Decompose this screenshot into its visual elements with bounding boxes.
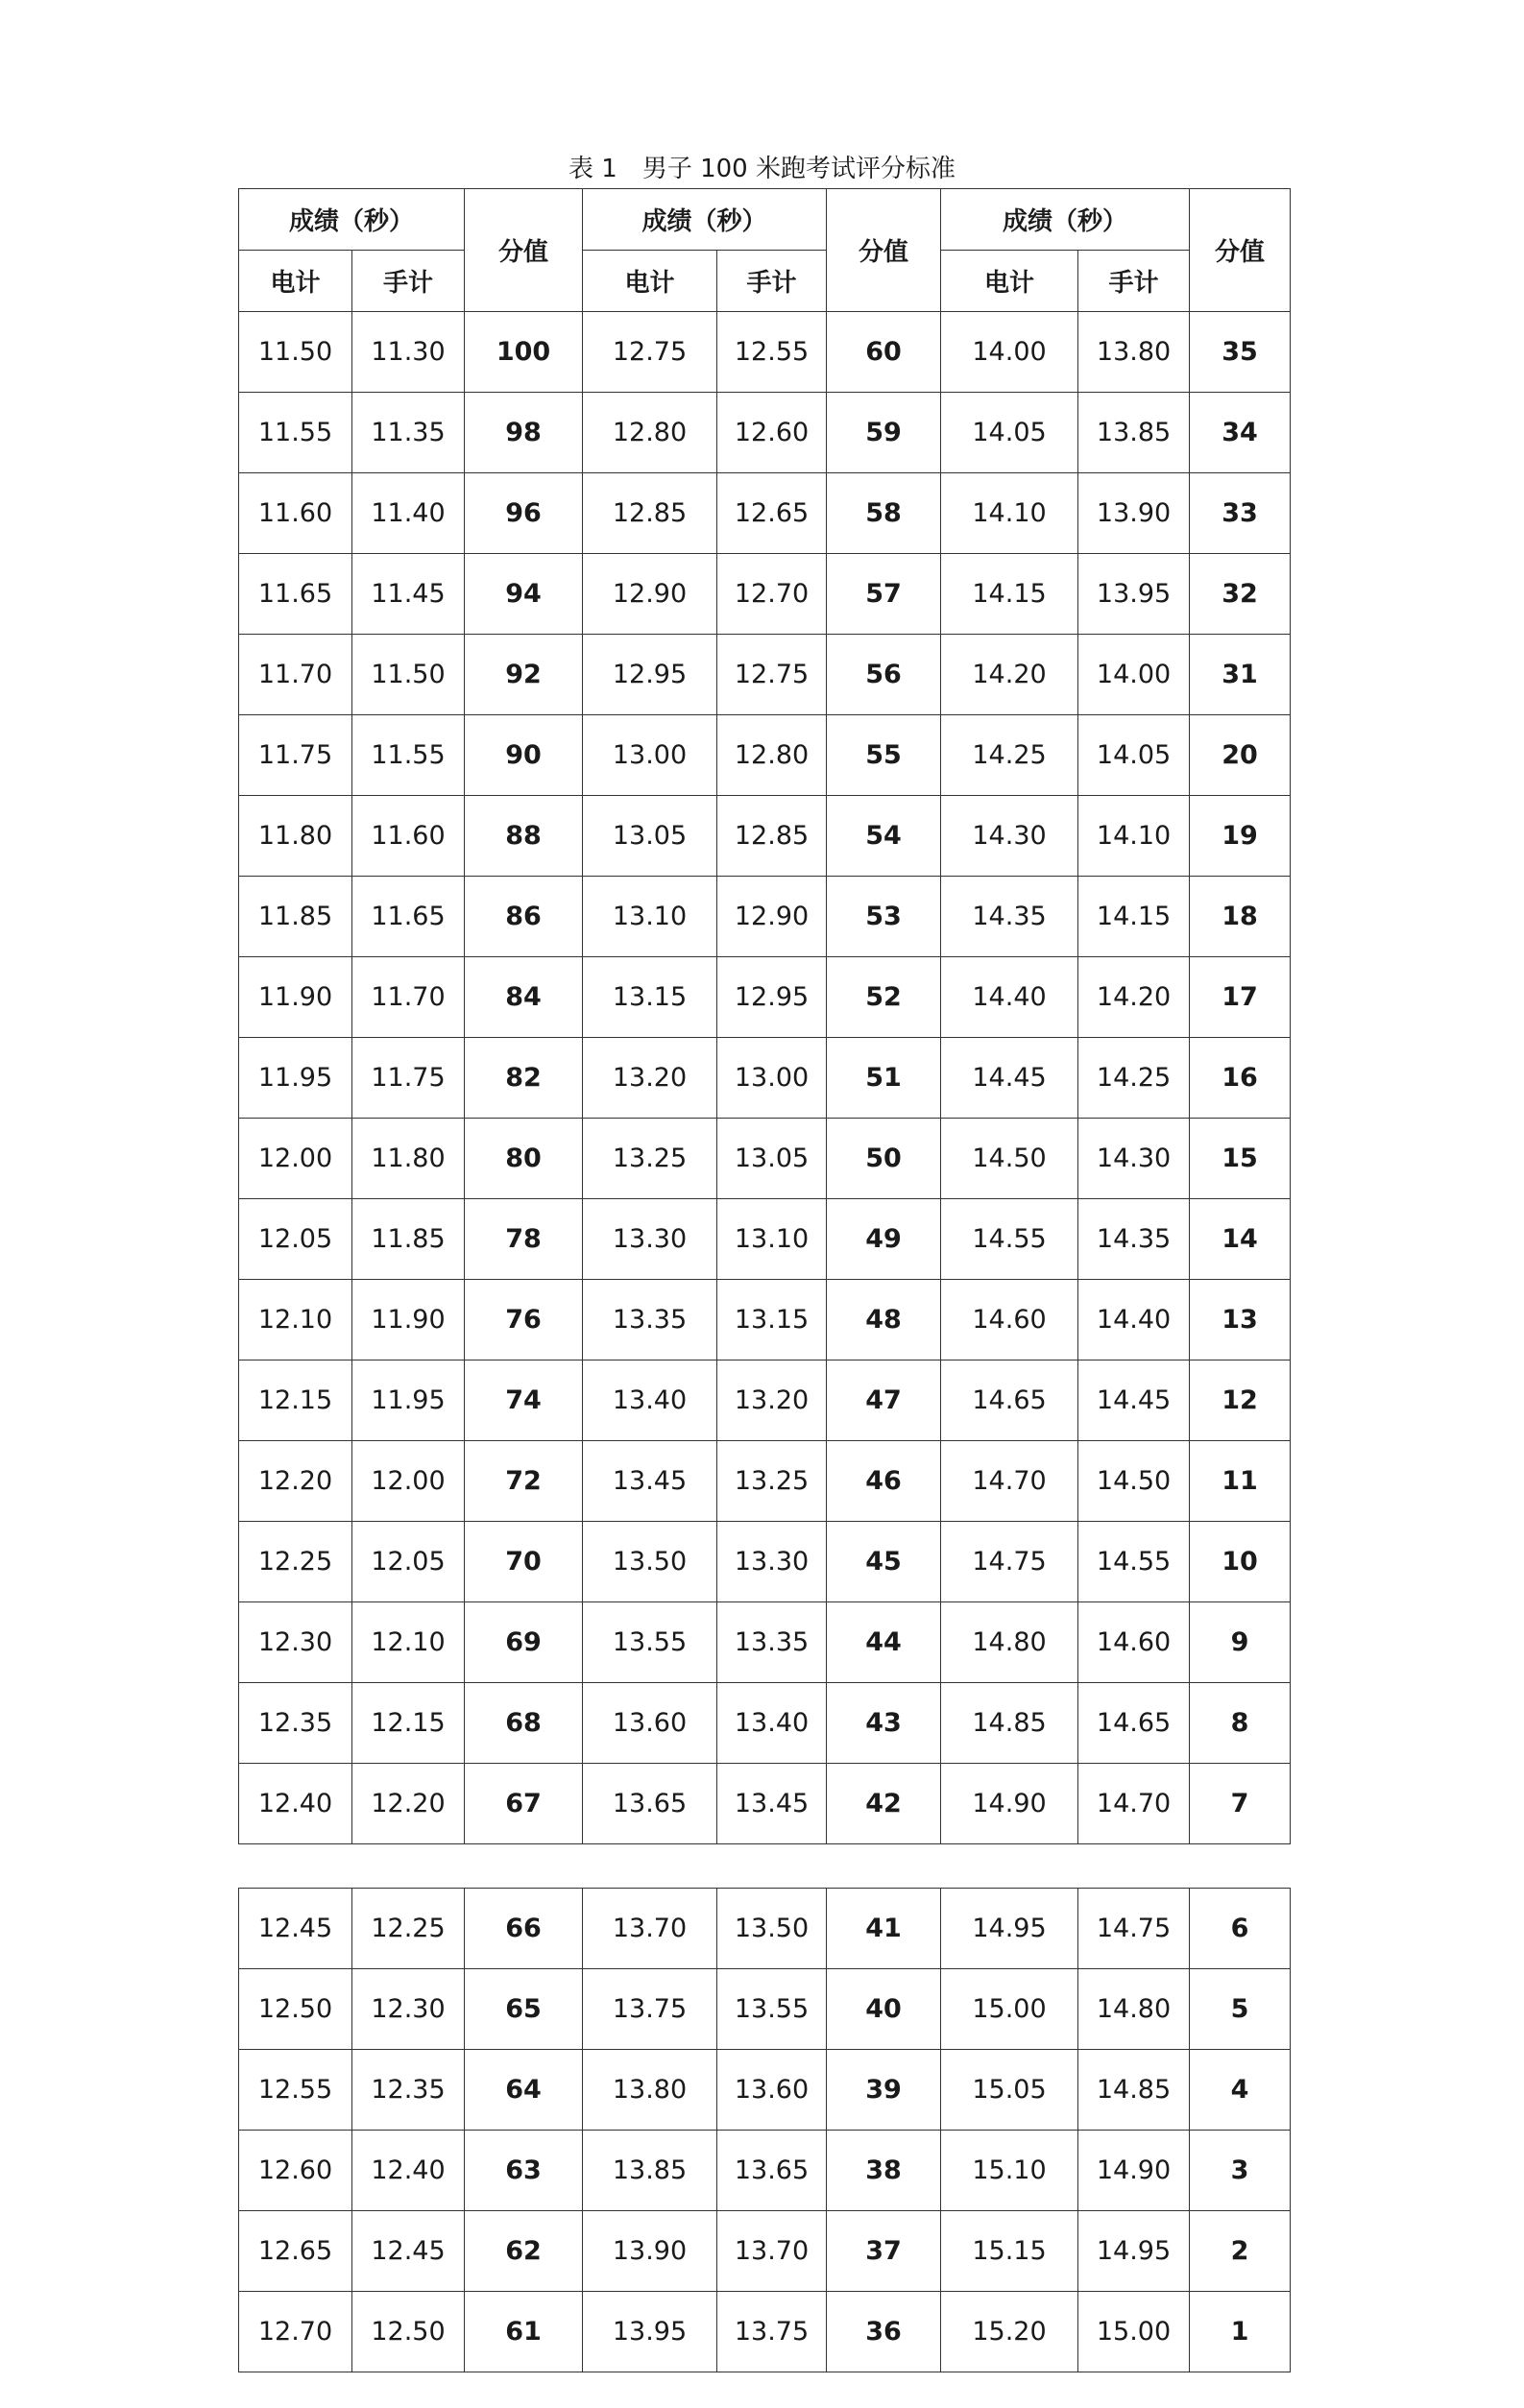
electronic-time-cell: 11.85 — [239, 877, 352, 957]
electronic-time-cell: 14.95 — [941, 1889, 1078, 1969]
manual-time-cell: 14.40 — [1078, 1280, 1190, 1361]
table-row — [239, 1199, 1291, 1280]
electronic-time-cell: 14.20 — [941, 635, 1078, 715]
electronic-time-cell: 13.50 — [583, 1522, 717, 1602]
score-cell: 37 — [827, 2211, 941, 2292]
table-body-part-2 — [239, 1889, 1291, 2372]
score-cell: 86 — [465, 877, 583, 957]
table-row — [239, 715, 1291, 796]
table-row — [239, 1038, 1291, 1119]
electronic-time-cell: 11.90 — [239, 957, 352, 1038]
score-cell: 84 — [465, 957, 583, 1038]
score-header: 分值 — [465, 189, 583, 312]
electronic-time-cell: 14.70 — [941, 1441, 1078, 1522]
electronic-time-cell: 14.90 — [941, 1764, 1078, 1844]
electronic-time-cell: 11.95 — [239, 1038, 352, 1119]
electronic-time-cell: 14.45 — [941, 1038, 1078, 1119]
score-cell: 44 — [827, 1602, 941, 1683]
electronic-time-cell: 12.95 — [583, 635, 717, 715]
manual-time-cell: 11.30 — [352, 312, 465, 393]
manual-time-cell: 12.40 — [352, 2131, 465, 2211]
manual-time-cell: 12.95 — [717, 957, 827, 1038]
electronic-time-cell: 13.10 — [583, 877, 717, 957]
manual-time-cell: 13.65 — [717, 2131, 827, 2211]
score-cell: 4 — [1190, 2050, 1291, 2131]
score-cell: 35 — [1190, 312, 1291, 393]
manual-time-cell: 13.90 — [1078, 473, 1190, 554]
score-table-part-1 — [238, 188, 1291, 1844]
electronic-time-cell: 12.35 — [239, 1683, 352, 1764]
score-cell: 61 — [465, 2292, 583, 2372]
manual-timing-header: 手计 — [352, 251, 465, 312]
score-cell: 47 — [827, 1361, 941, 1441]
manual-time-cell: 14.50 — [1078, 1441, 1190, 1522]
score-cell: 36 — [827, 2292, 941, 2372]
score-cell: 8 — [1190, 1683, 1291, 1764]
electronic-time-cell: 12.50 — [239, 1969, 352, 2050]
electronic-time-cell: 13.55 — [583, 1602, 717, 1683]
electronic-time-cell: 12.25 — [239, 1522, 352, 1602]
score-cell: 52 — [827, 957, 941, 1038]
electronic-time-cell: 12.75 — [583, 312, 717, 393]
manual-time-cell: 14.90 — [1078, 2131, 1190, 2211]
score-cell: 49 — [827, 1199, 941, 1280]
manual-time-cell: 13.80 — [1078, 312, 1190, 393]
electronic-time-cell: 12.65 — [239, 2211, 352, 2292]
manual-time-cell: 12.65 — [717, 473, 827, 554]
result-header: 成绩（秒） — [583, 189, 827, 251]
manual-time-cell: 12.55 — [717, 312, 827, 393]
score-cell: 16 — [1190, 1038, 1291, 1119]
table-row — [239, 1969, 1291, 2050]
electronic-time-cell: 12.55 — [239, 2050, 352, 2131]
manual-time-cell: 14.25 — [1078, 1038, 1190, 1119]
table-row — [239, 1602, 1291, 1683]
manual-time-cell: 14.05 — [1078, 715, 1190, 796]
table-row — [239, 2050, 1291, 2131]
score-cell: 82 — [465, 1038, 583, 1119]
manual-time-cell: 11.40 — [352, 473, 465, 554]
electronic-time-cell: 14.30 — [941, 796, 1078, 877]
manual-time-cell: 14.70 — [1078, 1764, 1190, 1844]
table-row — [239, 877, 1291, 957]
score-cell: 33 — [1190, 473, 1291, 554]
electronic-timing-header: 电计 — [583, 251, 717, 312]
score-cell: 60 — [827, 312, 941, 393]
manual-time-cell: 11.65 — [352, 877, 465, 957]
electronic-time-cell: 11.55 — [239, 393, 352, 473]
table-row — [239, 1119, 1291, 1199]
manual-time-cell: 12.45 — [352, 2211, 465, 2292]
score-cell: 42 — [827, 1764, 941, 1844]
score-cell: 88 — [465, 796, 583, 877]
score-cell: 32 — [1190, 554, 1291, 635]
electronic-time-cell: 13.00 — [583, 715, 717, 796]
electronic-time-cell: 13.15 — [583, 957, 717, 1038]
electronic-time-cell: 15.10 — [941, 2131, 1078, 2211]
manual-time-cell: 12.30 — [352, 1969, 465, 2050]
score-cell: 78 — [465, 1199, 583, 1280]
electronic-time-cell: 14.65 — [941, 1361, 1078, 1441]
score-cell: 57 — [827, 554, 941, 635]
score-cell: 55 — [827, 715, 941, 796]
manual-time-cell: 11.60 — [352, 796, 465, 877]
score-cell: 48 — [827, 1280, 941, 1361]
table-row — [239, 635, 1291, 715]
score-cell: 54 — [827, 796, 941, 877]
electronic-time-cell: 12.30 — [239, 1602, 352, 1683]
electronic-time-cell: 14.05 — [941, 393, 1078, 473]
score-cell: 7 — [1190, 1764, 1291, 1844]
electronic-time-cell: 12.00 — [239, 1119, 352, 1199]
score-cell: 68 — [465, 1683, 583, 1764]
score-cell: 63 — [465, 2131, 583, 2211]
table-row — [239, 2131, 1291, 2211]
score-cell: 5 — [1190, 1969, 1291, 2050]
table-body-part-1 — [239, 312, 1291, 1844]
manual-time-cell: 13.15 — [717, 1280, 827, 1361]
manual-time-cell: 14.60 — [1078, 1602, 1190, 1683]
score-cell: 65 — [465, 1969, 583, 2050]
manual-timing-header: 手计 — [1078, 251, 1190, 312]
electronic-time-cell: 12.40 — [239, 1764, 352, 1844]
score-cell: 98 — [465, 393, 583, 473]
manual-time-cell: 13.75 — [717, 2292, 827, 2372]
manual-time-cell: 13.45 — [717, 1764, 827, 1844]
header-row-1 — [239, 189, 1291, 251]
score-cell: 66 — [465, 1889, 583, 1969]
electronic-time-cell: 14.35 — [941, 877, 1078, 957]
electronic-time-cell: 13.25 — [583, 1119, 717, 1199]
header-row-2 — [239, 251, 1291, 312]
electronic-time-cell: 15.15 — [941, 2211, 1078, 2292]
electronic-time-cell: 14.40 — [941, 957, 1078, 1038]
score-cell: 34 — [1190, 393, 1291, 473]
manual-time-cell: 14.45 — [1078, 1361, 1190, 1441]
electronic-time-cell: 12.10 — [239, 1280, 352, 1361]
score-cell: 92 — [465, 635, 583, 715]
electronic-time-cell: 14.80 — [941, 1602, 1078, 1683]
score-cell: 9 — [1190, 1602, 1291, 1683]
manual-time-cell: 12.85 — [717, 796, 827, 877]
electronic-time-cell: 13.65 — [583, 1764, 717, 1844]
score-cell: 17 — [1190, 957, 1291, 1038]
electronic-time-cell: 15.05 — [941, 2050, 1078, 2131]
table-row — [239, 1522, 1291, 1602]
manual-time-cell: 11.45 — [352, 554, 465, 635]
table-row — [239, 393, 1291, 473]
manual-time-cell: 12.80 — [717, 715, 827, 796]
table-row — [239, 957, 1291, 1038]
score-cell: 12 — [1190, 1361, 1291, 1441]
score-cell: 40 — [827, 1969, 941, 2050]
table-row — [239, 473, 1291, 554]
manual-time-cell: 11.55 — [352, 715, 465, 796]
score-cell: 70 — [465, 1522, 583, 1602]
score-cell: 43 — [827, 1683, 941, 1764]
manual-time-cell: 11.85 — [352, 1199, 465, 1280]
score-cell: 18 — [1190, 877, 1291, 957]
score-cell: 51 — [827, 1038, 941, 1119]
manual-time-cell: 14.65 — [1078, 1683, 1190, 1764]
electronic-timing-header: 电计 — [239, 251, 352, 312]
score-cell: 31 — [1190, 635, 1291, 715]
score-cell: 38 — [827, 2131, 941, 2211]
electronic-time-cell: 13.05 — [583, 796, 717, 877]
result-header: 成绩（秒） — [239, 189, 465, 251]
manual-time-cell: 11.35 — [352, 393, 465, 473]
electronic-timing-header: 电计 — [941, 251, 1078, 312]
score-cell: 90 — [465, 715, 583, 796]
score-cell: 53 — [827, 877, 941, 957]
manual-time-cell: 14.95 — [1078, 2211, 1190, 2292]
manual-time-cell: 14.10 — [1078, 796, 1190, 877]
electronic-time-cell: 12.70 — [239, 2292, 352, 2372]
manual-time-cell: 13.20 — [717, 1361, 827, 1441]
manual-time-cell: 11.75 — [352, 1038, 465, 1119]
manual-time-cell: 14.75 — [1078, 1889, 1190, 1969]
score-cell: 1 — [1190, 2292, 1291, 2372]
manual-time-cell: 12.15 — [352, 1683, 465, 1764]
electronic-time-cell: 13.35 — [583, 1280, 717, 1361]
electronic-time-cell: 12.90 — [583, 554, 717, 635]
manual-time-cell: 12.05 — [352, 1522, 465, 1602]
score-cell: 64 — [465, 2050, 583, 2131]
score-cell: 10 — [1190, 1522, 1291, 1602]
manual-time-cell: 15.00 — [1078, 2292, 1190, 2372]
electronic-time-cell: 14.15 — [941, 554, 1078, 635]
manual-time-cell: 12.20 — [352, 1764, 465, 1844]
electronic-time-cell: 12.60 — [239, 2131, 352, 2211]
electronic-time-cell: 11.70 — [239, 635, 352, 715]
table-row — [239, 2211, 1291, 2292]
manual-time-cell: 13.35 — [717, 1602, 827, 1683]
electronic-time-cell: 14.85 — [941, 1683, 1078, 1764]
score-cell: 15 — [1190, 1119, 1291, 1199]
score-cell: 58 — [827, 473, 941, 554]
manual-time-cell: 13.60 — [717, 2050, 827, 2131]
score-cell: 6 — [1190, 1889, 1291, 1969]
manual-time-cell: 14.35 — [1078, 1199, 1190, 1280]
manual-time-cell: 13.70 — [717, 2211, 827, 2292]
electronic-time-cell: 12.85 — [583, 473, 717, 554]
table-row — [239, 1889, 1291, 1969]
score-header: 分值 — [827, 189, 941, 312]
electronic-time-cell: 14.50 — [941, 1119, 1078, 1199]
manual-time-cell: 11.80 — [352, 1119, 465, 1199]
score-cell: 19 — [1190, 796, 1291, 877]
electronic-time-cell: 12.80 — [583, 393, 717, 473]
score-cell: 50 — [827, 1119, 941, 1199]
score-cell: 45 — [827, 1522, 941, 1602]
manual-time-cell: 14.80 — [1078, 1969, 1190, 2050]
electronic-time-cell: 14.00 — [941, 312, 1078, 393]
score-cell: 20 — [1190, 715, 1291, 796]
score-cell: 96 — [465, 473, 583, 554]
manual-time-cell: 13.50 — [717, 1889, 827, 1969]
score-cell: 100 — [465, 312, 583, 393]
manual-time-cell: 13.55 — [717, 1969, 827, 2050]
score-cell: 74 — [465, 1361, 583, 1441]
score-cell: 14 — [1190, 1199, 1291, 1280]
manual-time-cell: 12.10 — [352, 1602, 465, 1683]
result-header: 成绩（秒） — [941, 189, 1190, 251]
table-row — [239, 1280, 1291, 1361]
table-row — [239, 2292, 1291, 2372]
table-row — [239, 554, 1291, 635]
manual-time-cell: 12.50 — [352, 2292, 465, 2372]
electronic-time-cell: 15.20 — [941, 2292, 1078, 2372]
score-cell: 80 — [465, 1119, 583, 1199]
score-cell: 76 — [465, 1280, 583, 1361]
electronic-time-cell: 12.20 — [239, 1441, 352, 1522]
manual-time-cell: 11.95 — [352, 1361, 465, 1441]
score-cell: 41 — [827, 1889, 941, 1969]
table-row — [239, 312, 1291, 393]
electronic-time-cell: 11.80 — [239, 796, 352, 877]
manual-time-cell: 13.30 — [717, 1522, 827, 1602]
score-table-part-2 — [238, 1888, 1291, 2372]
electronic-time-cell: 14.25 — [941, 715, 1078, 796]
manual-time-cell: 11.70 — [352, 957, 465, 1038]
manual-time-cell: 13.25 — [717, 1441, 827, 1522]
table-row — [239, 1361, 1291, 1441]
manual-time-cell: 12.70 — [717, 554, 827, 635]
score-cell: 69 — [465, 1602, 583, 1683]
electronic-time-cell: 14.10 — [941, 473, 1078, 554]
electronic-time-cell: 13.70 — [583, 1889, 717, 1969]
score-cell: 62 — [465, 2211, 583, 2292]
electronic-time-cell: 13.40 — [583, 1361, 717, 1441]
table-title: 表 1 男子 100 米跑考试评分标准 — [568, 155, 956, 183]
score-cell: 46 — [827, 1441, 941, 1522]
score-cell: 39 — [827, 2050, 941, 2131]
electronic-time-cell: 13.75 — [583, 1969, 717, 2050]
electronic-time-cell: 11.60 — [239, 473, 352, 554]
manual-time-cell: 12.00 — [352, 1441, 465, 1522]
score-header: 分值 — [1190, 189, 1291, 312]
electronic-time-cell: 12.05 — [239, 1199, 352, 1280]
manual-time-cell: 14.30 — [1078, 1119, 1190, 1199]
manual-time-cell: 13.00 — [717, 1038, 827, 1119]
electronic-time-cell: 14.55 — [941, 1199, 1078, 1280]
manual-time-cell: 12.60 — [717, 393, 827, 473]
electronic-time-cell: 11.50 — [239, 312, 352, 393]
electronic-time-cell: 11.65 — [239, 554, 352, 635]
manual-time-cell: 14.15 — [1078, 877, 1190, 957]
score-cell: 72 — [465, 1441, 583, 1522]
manual-time-cell: 14.55 — [1078, 1522, 1190, 1602]
electronic-time-cell: 13.20 — [583, 1038, 717, 1119]
electronic-time-cell: 15.00 — [941, 1969, 1078, 2050]
score-cell: 2 — [1190, 2211, 1291, 2292]
electronic-time-cell: 13.80 — [583, 2050, 717, 2131]
manual-time-cell: 14.20 — [1078, 957, 1190, 1038]
manual-timing-header: 手计 — [717, 251, 827, 312]
manual-time-cell: 11.50 — [352, 635, 465, 715]
manual-time-cell: 13.85 — [1078, 393, 1190, 473]
table-row — [239, 796, 1291, 877]
electronic-time-cell: 12.45 — [239, 1889, 352, 1969]
table-row — [239, 1441, 1291, 1522]
electronic-time-cell: 13.85 — [583, 2131, 717, 2211]
manual-time-cell: 12.35 — [352, 2050, 465, 2131]
manual-time-cell: 13.05 — [717, 1119, 827, 1199]
electronic-time-cell: 13.90 — [583, 2211, 717, 2292]
score-cell: 67 — [465, 1764, 583, 1844]
electronic-time-cell: 14.60 — [941, 1280, 1078, 1361]
manual-time-cell: 12.90 — [717, 877, 827, 957]
manual-time-cell: 14.85 — [1078, 2050, 1190, 2131]
score-cell: 13 — [1190, 1280, 1291, 1361]
manual-time-cell: 11.90 — [352, 1280, 465, 1361]
manual-time-cell: 13.95 — [1078, 554, 1190, 635]
manual-time-cell: 13.10 — [717, 1199, 827, 1280]
manual-time-cell: 12.25 — [352, 1889, 465, 1969]
electronic-time-cell: 13.95 — [583, 2292, 717, 2372]
score-cell: 3 — [1190, 2131, 1291, 2211]
electronic-time-cell: 13.45 — [583, 1441, 717, 1522]
electronic-time-cell: 11.75 — [239, 715, 352, 796]
electronic-time-cell: 13.30 — [583, 1199, 717, 1280]
electronic-time-cell: 12.15 — [239, 1361, 352, 1441]
manual-time-cell: 13.40 — [717, 1683, 827, 1764]
score-cell: 94 — [465, 554, 583, 635]
electronic-time-cell: 13.60 — [583, 1683, 717, 1764]
manual-time-cell: 14.00 — [1078, 635, 1190, 715]
score-cell: 56 — [827, 635, 941, 715]
score-cell: 11 — [1190, 1441, 1291, 1522]
table-row — [239, 1764, 1291, 1844]
electronic-time-cell: 14.75 — [941, 1522, 1078, 1602]
table-row — [239, 1683, 1291, 1764]
manual-time-cell: 12.75 — [717, 635, 827, 715]
score-cell: 59 — [827, 393, 941, 473]
